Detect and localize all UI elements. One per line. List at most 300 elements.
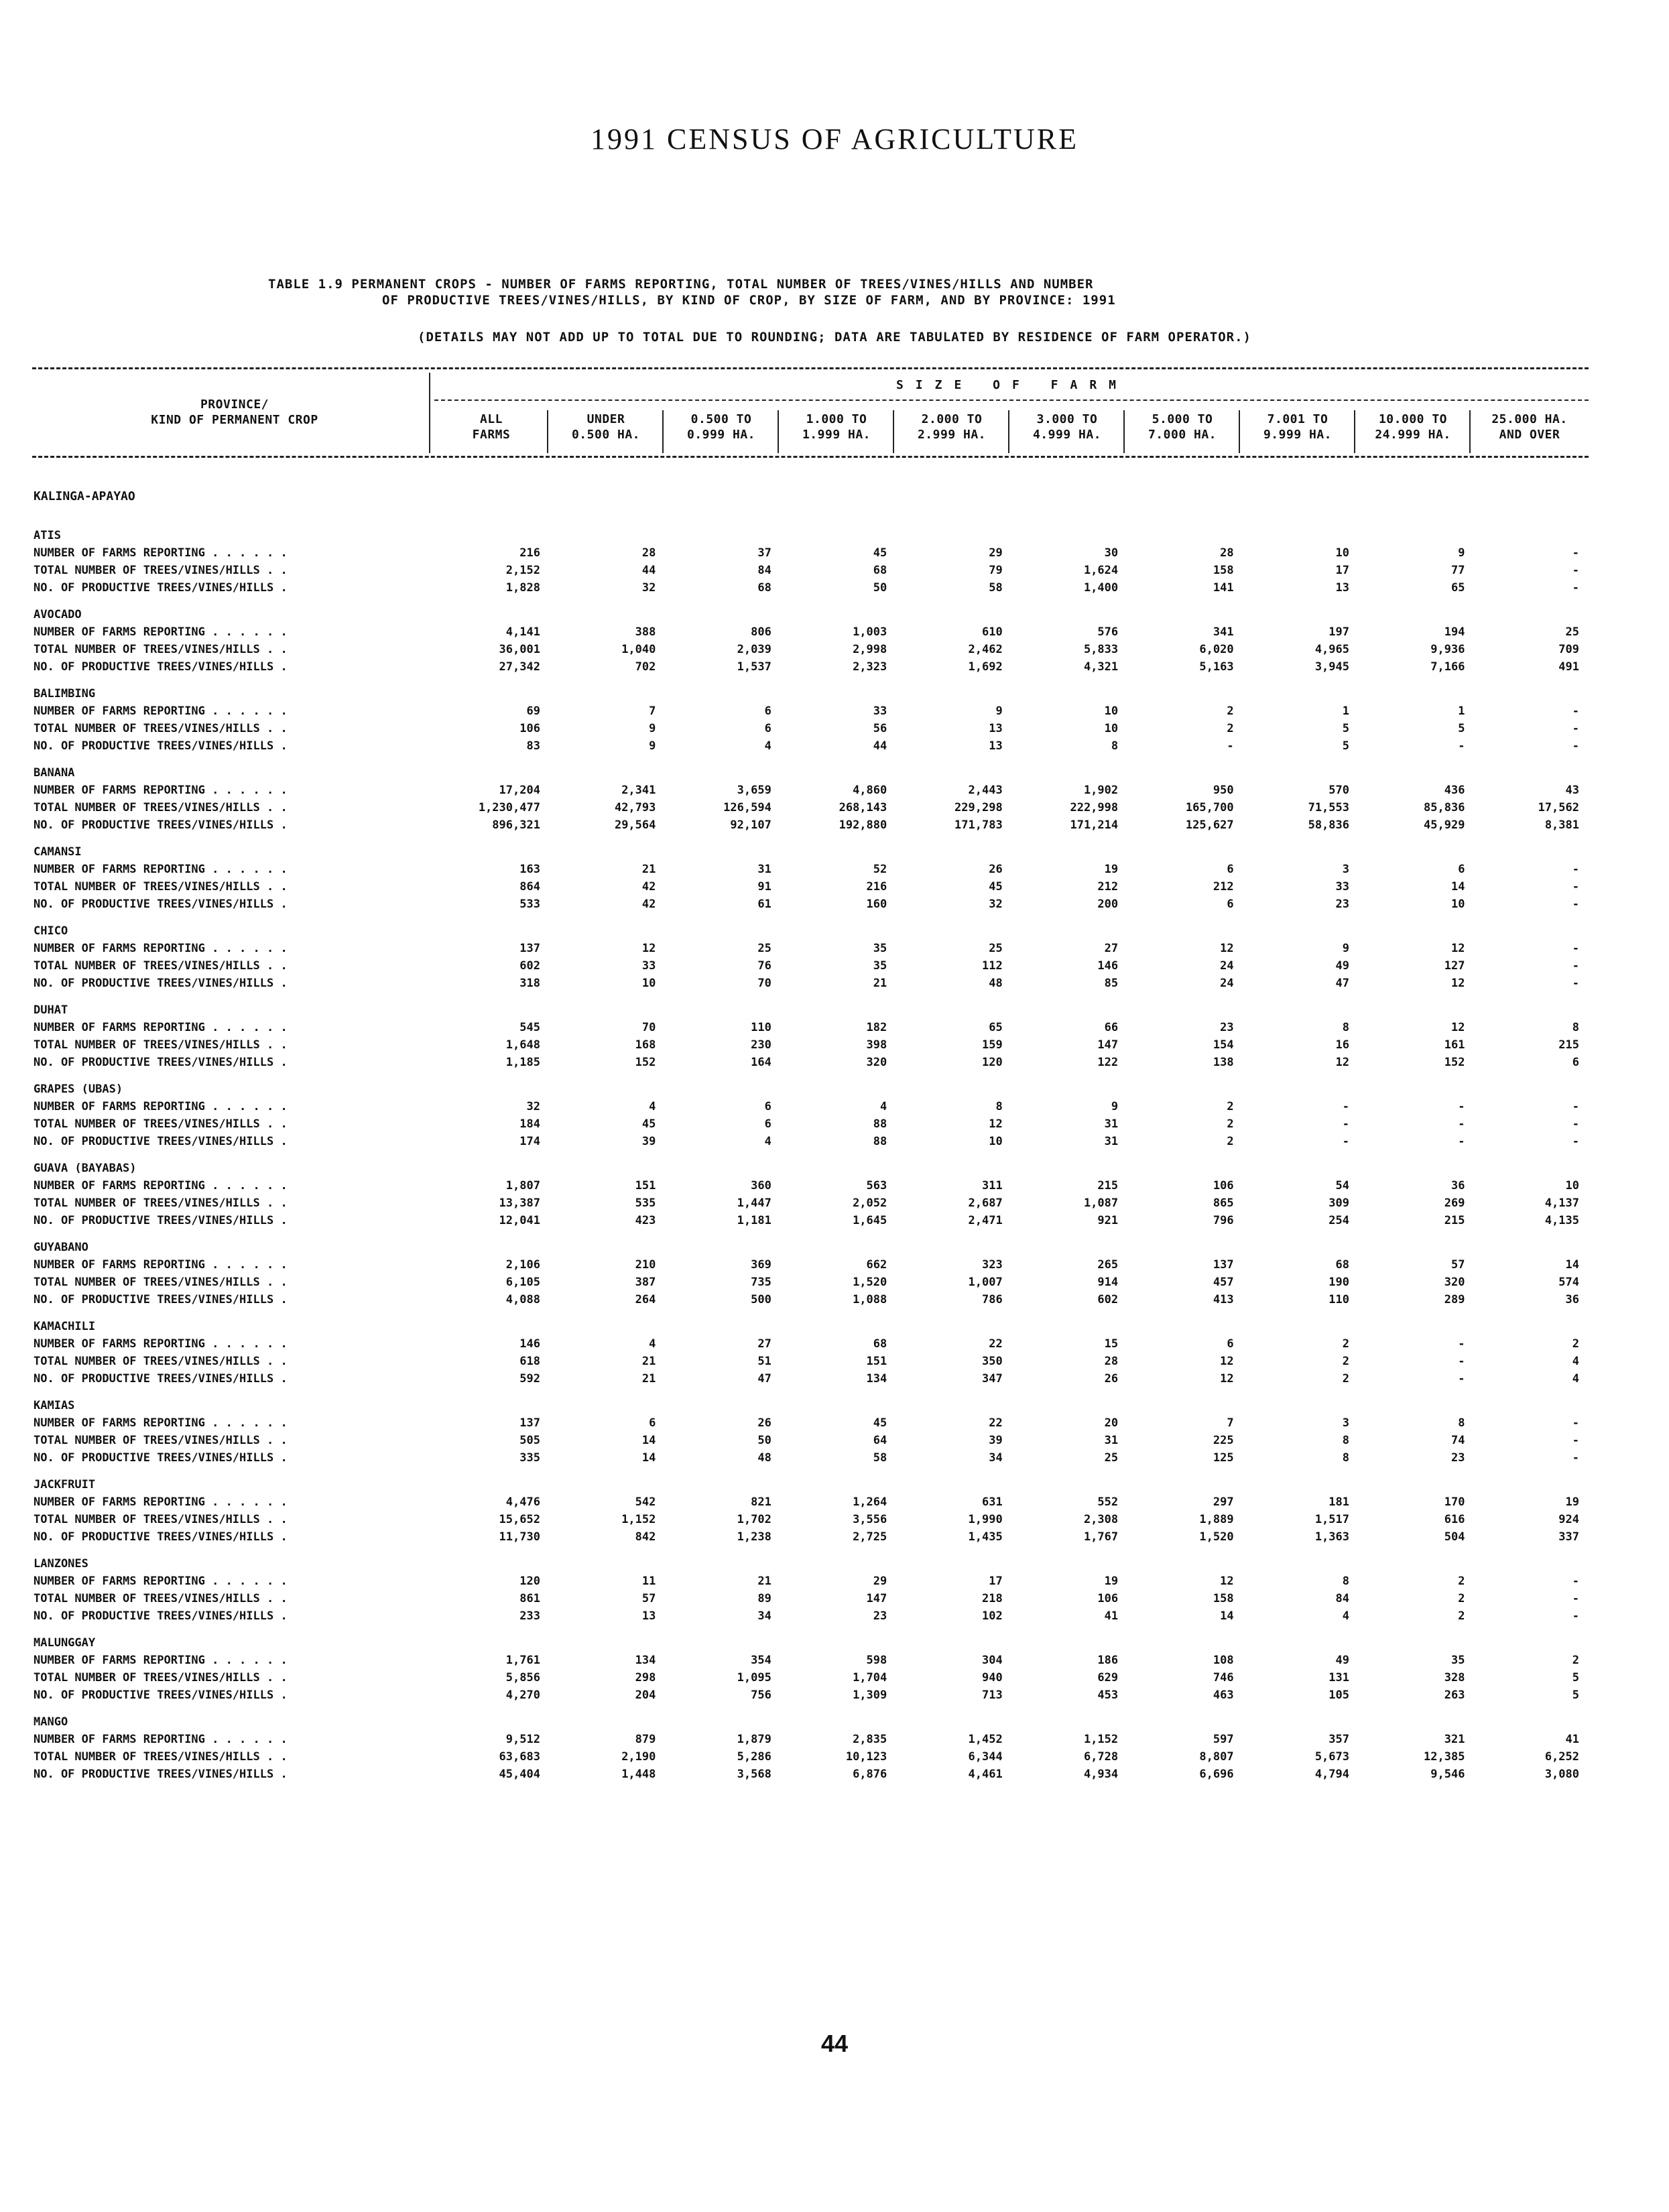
table-cell: 154 (1213, 1038, 1234, 1052)
table-cell: 950 (1213, 784, 1234, 797)
table-cell: 134 (635, 1654, 656, 1667)
size-of-farm-rule (434, 400, 1589, 401)
table-cell: 63,683 (499, 1750, 540, 1764)
table-cell: 369 (751, 1258, 771, 1272)
row-label: NUMBER OF FARMS REPORTING . . . . . . (34, 784, 288, 797)
table-cell: 4 (1572, 1372, 1579, 1386)
table-cell: 84 (1335, 1592, 1349, 1605)
table-cell: 413 (1213, 1293, 1234, 1306)
crop-name: LANZONES (34, 1557, 88, 1571)
table-cell: 7,166 (1430, 660, 1465, 674)
column-header-line-1: ALL (479, 412, 503, 426)
column-header-line-2: FARMS (472, 428, 511, 442)
table-cell: 1,624 (1083, 564, 1119, 577)
table-cell: 137 (519, 1416, 540, 1430)
row-label: NUMBER OF FARMS REPORTING . . . . . . (34, 1337, 288, 1351)
table-cell: 26 (989, 863, 1003, 876)
table-cell: 2,443 (968, 784, 1003, 797)
table-cell: 126,594 (723, 801, 771, 814)
table-cell: 66 (1104, 1021, 1119, 1034)
table-cell: 17 (1335, 564, 1349, 577)
table-cell: 254 (1328, 1214, 1349, 1227)
row-label: NO. OF PRODUCTIVE TREES/VINES/HILLS . (34, 1214, 288, 1227)
table-cell: 6 (1458, 863, 1465, 876)
row-label: NUMBER OF FARMS REPORTING . . . . . . (34, 1575, 288, 1588)
table-cell: 48 (989, 977, 1003, 990)
crop-name: DUHAT (34, 1003, 68, 1017)
table-cell: 263 (1444, 1688, 1465, 1702)
table-cell: 1,692 (968, 660, 1003, 674)
table-cell: 576 (1097, 625, 1119, 639)
stub-header-line-2: KIND OF PERMANENT CROP (151, 413, 318, 427)
table-cell: 218 (981, 1592, 1003, 1605)
table-cell: 12 (1335, 1056, 1349, 1069)
table-cell: 45,404 (499, 1768, 540, 1781)
table-row (32, 1274, 1589, 1291)
table-cell: 6,020 (1199, 643, 1234, 656)
table-cell: 49 (1335, 1654, 1349, 1667)
table-cell: 1,264 (853, 1495, 887, 1509)
table-cell: 125,627 (1185, 818, 1234, 832)
table-row (32, 940, 1589, 957)
table-cell: 713 (981, 1688, 1003, 1702)
crop-row (32, 913, 1589, 940)
crop-row (32, 517, 1589, 544)
table-cell: 14 (1450, 880, 1465, 894)
table-cell: 629 (1097, 1671, 1119, 1684)
table-cell: 12 (1450, 977, 1465, 990)
table-cell: 533 (519, 898, 540, 911)
table-cell: 190 (1328, 1276, 1349, 1289)
table-cell: 341 (1213, 625, 1234, 639)
table-cell: 4,321 (1083, 660, 1119, 674)
table-row (32, 1766, 1589, 1783)
table-cell: 23 (1335, 898, 1349, 911)
table-cell: 50 (873, 581, 887, 595)
column-header (1471, 412, 1589, 442)
table-cell: 45 (873, 546, 887, 560)
table-cell: 170 (1444, 1495, 1465, 1509)
table-cell: - (1572, 1434, 1579, 1447)
table-cell: 2,323 (853, 660, 887, 674)
table-cell: 1,363 (1314, 1530, 1349, 1544)
table-cell: 33 (873, 704, 887, 718)
crop-name: CAMANSI (34, 845, 82, 859)
table-cell: 5 (1342, 722, 1349, 735)
table-cell: 58 (873, 1451, 887, 1465)
table-cell: 91 (757, 880, 771, 894)
table-cell: 3,945 (1314, 660, 1349, 674)
table-cell: 3 (1342, 1416, 1349, 1430)
column-header-line-2: 2.999 HA. (917, 428, 987, 442)
table-row (32, 623, 1589, 641)
table-cell: 1,828 (505, 581, 540, 595)
page-number: 44 (820, 2030, 849, 2057)
row-label: NUMBER OF FARMS REPORTING . . . . . . (34, 1021, 288, 1034)
table-cell: 21 (641, 863, 656, 876)
table-cell: 41 (1104, 1609, 1119, 1623)
table-row (32, 816, 1589, 834)
table-cell: - (1458, 739, 1465, 753)
column-header (1125, 412, 1240, 442)
table-cell: 504 (1444, 1530, 1465, 1544)
table-cell: 4,934 (1083, 1768, 1119, 1781)
table-cell: 31 (1104, 1117, 1119, 1131)
table-cell: 13 (989, 722, 1003, 735)
table-cell: 197 (1328, 625, 1349, 639)
table-cell: 457 (1213, 1276, 1234, 1289)
table-cell: 2,725 (853, 1530, 887, 1544)
column-header-line-1: 0.500 TO (690, 412, 752, 426)
table-cell: - (1572, 1609, 1579, 1623)
table-cell: 2 (1227, 1100, 1234, 1113)
table-cell: 41 (1565, 1733, 1579, 1746)
table-cell: 821 (751, 1495, 771, 1509)
table-cell: 5 (1572, 1688, 1579, 1702)
table-cell: 68 (873, 564, 887, 577)
table-cell: - (1572, 942, 1579, 955)
table-cell: 269 (1444, 1196, 1465, 1210)
table-cell: 45 (641, 1117, 656, 1131)
table-cell: 58,836 (1308, 818, 1349, 832)
table-cell: 14 (641, 1434, 656, 1447)
table-cell: 2 (1572, 1654, 1579, 1667)
table-cell: - (1572, 1592, 1579, 1605)
table-cell: 69 (526, 704, 540, 718)
table-cell: 268,143 (839, 801, 887, 814)
table-cell: 24 (1220, 977, 1234, 990)
table-cell: 84 (757, 564, 771, 577)
table-cell: 83 (526, 739, 540, 753)
table-cell: 10 (1104, 704, 1119, 718)
row-label: NUMBER OF FARMS REPORTING . . . . . . (34, 942, 288, 955)
table-cell: 924 (1558, 1513, 1579, 1526)
table-cell: 44 (873, 739, 887, 753)
table-row (32, 1370, 1589, 1388)
table-cell: 453 (1097, 1688, 1119, 1702)
row-label: NUMBER OF FARMS REPORTING . . . . . . (34, 1179, 288, 1192)
table-cell: 19 (1104, 1575, 1119, 1588)
table-cell: 34 (989, 1451, 1003, 1465)
table-cell: 1,152 (621, 1513, 656, 1526)
row-label: NO. OF PRODUCTIVE TREES/VINES/HILLS . (34, 818, 288, 832)
table-cell: 4,476 (505, 1495, 540, 1509)
row-label: NUMBER OF FARMS REPORTING . . . . . . (34, 1495, 288, 1509)
crop-name: GUAVA (BAYABAS) (34, 1162, 137, 1175)
table-cell: 36 (1450, 1179, 1465, 1192)
table-cell: 463 (1213, 1688, 1234, 1702)
crop-row (32, 1625, 1589, 1652)
column-header-line-1: 5.000 TO (1152, 412, 1213, 426)
table-cell: 65 (989, 1021, 1003, 1034)
table-cell: 323 (981, 1258, 1003, 1272)
table-cell: 796 (1213, 1214, 1234, 1227)
stub-divider (429, 373, 430, 453)
table-cell: 158 (1213, 564, 1234, 577)
row-label: NO. OF PRODUCTIVE TREES/VINES/HILLS . (34, 977, 288, 990)
table-cell: 1,452 (968, 1733, 1003, 1746)
column-header-line-2: 1.999 HA. (802, 428, 871, 442)
table-cell: 20 (1104, 1416, 1119, 1430)
row-label: TOTAL NUMBER OF TREES/VINES/HILLS . . (34, 643, 288, 656)
table-cell: - (1572, 898, 1579, 911)
table-row (32, 1212, 1589, 1229)
table-cell: 138 (1213, 1056, 1234, 1069)
table-cell: 7 (1227, 1416, 1234, 1430)
table-cell: 26 (1104, 1372, 1119, 1386)
table-cell: 2,462 (968, 643, 1003, 656)
table-cell: 89 (757, 1592, 771, 1605)
table-cell: 92,107 (730, 818, 771, 832)
table-row (32, 1054, 1589, 1071)
table-cell: - (1572, 739, 1579, 753)
column-header (1009, 412, 1125, 442)
row-label: TOTAL NUMBER OF TREES/VINES/HILLS . . (34, 1355, 288, 1368)
table-cell: 85 (1104, 977, 1119, 990)
row-label: TOTAL NUMBER OF TREES/VINES/HILLS . . (34, 1671, 288, 1684)
table-cell: 4 (764, 739, 771, 753)
table-cell: 29,564 (614, 818, 656, 832)
table-cell: 10 (641, 977, 656, 990)
row-label: NO. OF PRODUCTIVE TREES/VINES/HILLS . (34, 660, 288, 674)
table-cell: 2,039 (737, 643, 771, 656)
table-cell: 158 (1213, 1592, 1234, 1605)
crop-row (32, 1308, 1589, 1335)
table-cell: 2,687 (968, 1196, 1003, 1210)
table-cell: 2,308 (1083, 1513, 1119, 1526)
table-cell: 602 (1097, 1293, 1119, 1306)
table-caption (268, 276, 1421, 308)
row-label: NO. OF PRODUCTIVE TREES/VINES/HILLS . (34, 898, 288, 911)
table-cell: 10 (1104, 722, 1119, 735)
row-label: NUMBER OF FARMS REPORTING . . . . . . (34, 625, 288, 639)
table-cell: 27 (757, 1337, 771, 1351)
table-cell: 535 (635, 1196, 656, 1210)
table-cell: 309 (1328, 1196, 1349, 1210)
table-cell: 174 (519, 1135, 540, 1148)
table-cell: - (1342, 1100, 1349, 1113)
table-cell: 842 (635, 1530, 656, 1544)
table-cell: 31 (1104, 1434, 1119, 1447)
table-cell: 12 (1450, 942, 1465, 955)
table-cell: 76 (757, 959, 771, 973)
table-cell: 2 (1342, 1337, 1349, 1351)
table-cell: 5,286 (737, 1750, 771, 1764)
table-cell: 43 (1565, 784, 1579, 797)
table-cell: 8 (1111, 739, 1119, 753)
table-cell: - (1572, 722, 1579, 735)
table-cell: - (1572, 1575, 1579, 1588)
table-cell: 28 (1104, 1355, 1119, 1368)
table-cell: 1,007 (968, 1276, 1003, 1289)
table-row (32, 1098, 1589, 1115)
table-cell: 1,152 (1083, 1733, 1119, 1746)
table-cell: 182 (866, 1021, 887, 1034)
table-cell: 914 (1097, 1276, 1119, 1289)
table-cell: 47 (1335, 977, 1349, 990)
table-cell: 610 (981, 625, 1003, 639)
table-cell: 6 (1227, 898, 1234, 911)
table-cell: 2 (1342, 1355, 1349, 1368)
table-cell: 9 (1458, 546, 1465, 560)
table-cell: 4 (880, 1100, 887, 1113)
table-cell: 137 (519, 942, 540, 955)
table-cell: 164 (751, 1056, 771, 1069)
column-divider (1123, 410, 1125, 453)
table-cell: 4 (764, 1135, 771, 1148)
table-cell: 22 (989, 1416, 1003, 1430)
table-cell: - (1227, 739, 1234, 753)
table-cell: 42 (641, 880, 656, 894)
table-cell: 141 (1213, 581, 1234, 595)
table-cell: 168 (635, 1038, 656, 1052)
table-cell: 289 (1444, 1293, 1465, 1306)
table-cell: - (1342, 1117, 1349, 1131)
table-cell: 1,879 (737, 1733, 771, 1746)
row-label: TOTAL NUMBER OF TREES/VINES/HILLS . . (34, 722, 288, 735)
table-cell: - (1572, 880, 1579, 894)
table-cell: 12,385 (1424, 1750, 1465, 1764)
column-header-line-2: 4.999 HA. (1032, 428, 1102, 442)
crop-row (32, 1704, 1589, 1731)
table-row (32, 1607, 1589, 1625)
table-cell: 112 (981, 959, 1003, 973)
table-row (32, 579, 1589, 597)
table-cell: 879 (635, 1733, 656, 1746)
table-cell: 1,095 (737, 1671, 771, 1684)
row-label: TOTAL NUMBER OF TREES/VINES/HILLS . . (34, 1196, 288, 1210)
table-cell: 2 (1227, 704, 1234, 718)
column-divider (778, 410, 779, 453)
row-label: NO. OF PRODUCTIVE TREES/VINES/HILLS . (34, 1293, 288, 1306)
table-row (32, 1036, 1589, 1054)
table-cell: 4,794 (1314, 1768, 1349, 1781)
table-cell: 6,344 (968, 1750, 1003, 1764)
table-cell: 11 (641, 1575, 656, 1588)
table-cell: 212 (1213, 880, 1234, 894)
row-label: TOTAL NUMBER OF TREES/VINES/HILLS . . (34, 564, 288, 577)
table-cell: 4,860 (853, 784, 887, 797)
table-cell: 21 (641, 1355, 656, 1368)
column-header (1355, 412, 1471, 442)
table-cell: 542 (635, 1495, 656, 1509)
crop-name: BALIMBING (34, 687, 96, 700)
column-header (894, 412, 1009, 442)
column-divider (1239, 410, 1240, 453)
table-cell: 12 (989, 1117, 1003, 1131)
table-cell: 12 (1220, 942, 1234, 955)
table-cell: 1,309 (853, 1688, 887, 1702)
table-cell: 27 (1104, 942, 1119, 955)
column-header-line-1: 3.000 TO (1036, 412, 1098, 426)
table-cell: 21 (873, 977, 887, 990)
table-row (32, 1177, 1589, 1194)
table-cell: 861 (519, 1592, 540, 1605)
table-cell: 28 (1220, 546, 1234, 560)
table-cell: 45 (989, 880, 1003, 894)
row-label: TOTAL NUMBER OF TREES/VINES/HILLS . . (34, 801, 288, 814)
table-cell: - (1572, 977, 1579, 990)
column-header (664, 412, 779, 442)
table-cell: 70 (757, 977, 771, 990)
table-cell: 85,836 (1424, 801, 1465, 814)
table-cell: 4,135 (1544, 1214, 1579, 1227)
table-cell: 2 (1572, 1337, 1579, 1351)
table-cell: 6 (1572, 1056, 1579, 1069)
table-cell: 137 (1213, 1258, 1234, 1272)
table-row (32, 1194, 1589, 1212)
crop-row (32, 1546, 1589, 1573)
table-cell: 147 (1097, 1038, 1119, 1052)
table-cell: 9 (995, 704, 1003, 718)
table-cell: 1,990 (968, 1513, 1003, 1526)
table-cell: 5 (1342, 739, 1349, 753)
table-cell: 357 (1328, 1733, 1349, 1746)
table-cell: 1,767 (1083, 1530, 1119, 1544)
row-label: NO. OF PRODUCTIVE TREES/VINES/HILLS . (34, 1688, 288, 1702)
table-cell: 45,929 (1424, 818, 1465, 832)
column-header-line-2: 0.500 HA. (571, 428, 641, 442)
table-row (32, 1731, 1589, 1748)
table-cell: 45 (873, 1416, 887, 1430)
table-cell: 12 (641, 942, 656, 955)
table-cell: - (1572, 564, 1579, 577)
data-table (32, 517, 1589, 1783)
row-label: TOTAL NUMBER OF TREES/VINES/HILLS . . (34, 880, 288, 894)
table-cell: - (1572, 1416, 1579, 1430)
table-row (32, 1353, 1589, 1370)
table-cell: 1,902 (1083, 784, 1119, 797)
table-cell: 6,105 (505, 1276, 540, 1289)
table-cell: 171,783 (954, 818, 1003, 832)
table-cell: 58 (989, 581, 1003, 595)
table-cell: 42 (641, 898, 656, 911)
table-cell: 77 (1450, 564, 1465, 577)
table-cell: 491 (1558, 660, 1579, 674)
table-cell: 2,835 (853, 1733, 887, 1746)
table-cell: 32 (641, 581, 656, 595)
table-row (32, 1590, 1589, 1607)
table-cell: 756 (751, 1688, 771, 1702)
table-cell: - (1572, 546, 1579, 560)
table-row (32, 1528, 1589, 1546)
column-header-line-1: 10.000 TO (1378, 412, 1448, 426)
stub-header (101, 397, 369, 428)
table-cell: 2,341 (621, 784, 656, 797)
table-cell: 9,512 (505, 1733, 540, 1746)
table-cell: 865 (1213, 1196, 1234, 1210)
table-cell: 35 (873, 942, 887, 955)
table-cell: 165,700 (1185, 801, 1234, 814)
table-cell: 320 (866, 1056, 887, 1069)
column-divider (662, 410, 664, 453)
table-cell: 8 (1342, 1575, 1349, 1588)
table-cell: 4,270 (505, 1688, 540, 1702)
table-cell: 6 (764, 704, 771, 718)
table-cell: 230 (751, 1038, 771, 1052)
table-cell: 1,181 (737, 1214, 771, 1227)
table-cell: 864 (519, 880, 540, 894)
table-cell: 15 (1104, 1337, 1119, 1351)
table-cell: 5 (1458, 722, 1465, 735)
table-cell: 1,447 (737, 1196, 771, 1210)
table-cell: 3,568 (737, 1768, 771, 1781)
table-cell: 25 (989, 942, 1003, 955)
column-header (779, 412, 894, 442)
table-row (32, 1335, 1589, 1353)
table-cell: 4,965 (1314, 643, 1349, 656)
table-cell: 2,998 (853, 643, 887, 656)
